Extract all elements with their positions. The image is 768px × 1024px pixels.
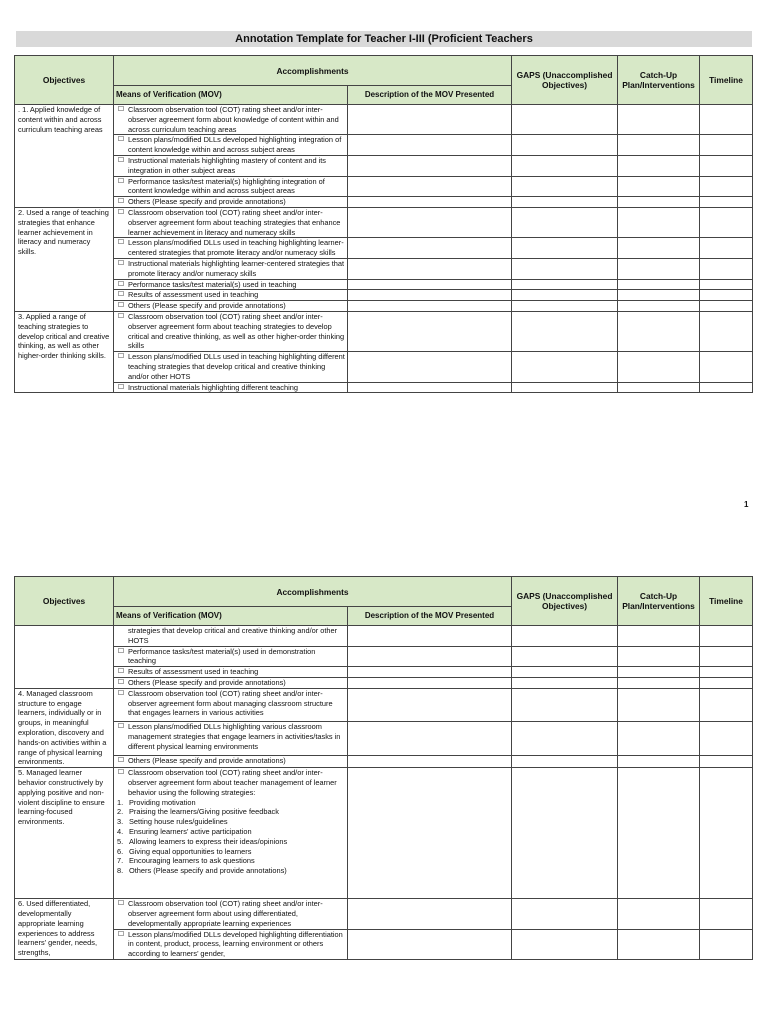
table-row (15, 722, 753, 756)
table-row (15, 677, 753, 688)
desc-cell (348, 677, 512, 688)
mov-text: Results of assessment used in teaching (128, 290, 259, 300)
mov-cell (114, 207, 348, 237)
mov-cell (114, 311, 348, 351)
objective-text: 3. Applied a range of teaching strategies to develop critical and creative thinking, as well as other higher-order thinking skills. (15, 311, 114, 392)
table-row (15, 176, 753, 197)
desc-cell (348, 722, 512, 756)
checkbox-icon[interactable]: ☐ (117, 238, 125, 247)
catchup-cell (618, 258, 700, 279)
timeline-cell (700, 646, 753, 667)
table-row (15, 756, 753, 768)
objective-text: 4. Managed classroom structure to engage learners, individually or in groups, in meaningful exploration, discovery and hands-on activities within a range of physical learning environments. (15, 688, 114, 767)
timeline-header: Timeline (700, 56, 753, 105)
mov-cell (114, 768, 348, 899)
checkbox-icon[interactable]: ☐ (117, 929, 125, 938)
gaps-cell (512, 646, 618, 667)
gaps-cell (512, 768, 618, 899)
checkbox-icon[interactable]: ☐ (117, 646, 125, 655)
gaps-cell (512, 279, 618, 290)
timeline-cell (700, 667, 753, 678)
mov-text: Classroom observation tool (COT) rating sheet and/or inter-observer agreement form about teaching strategies to develop critical and creative thinking, as well as other higher-order thinking skills (128, 311, 345, 351)
mov-text: Classroom observation tool (COT) rating sheet and/or inter-observer agreement form about managing classroom structure that engages learners in various activities (128, 688, 333, 718)
checkbox-icon[interactable]: ☐ (117, 667, 125, 676)
objective-text: 2. Used a range of teaching strategies that enhance learner achievement in literacy and numeracy skills. (15, 207, 114, 311)
checkbox-icon[interactable]: ☐ (117, 899, 125, 908)
mov-text: Lesson plans/modified DLLs used in teaching highlighting learner-centered strategies that promote literacy and/or numeracy skills (128, 238, 344, 258)
gaps-cell (512, 677, 618, 688)
objective-text: 6. Used differentiated, developmentally appropriate learning experiences to address learners’ gender, needs, strengths, (15, 899, 114, 960)
catchup-cell (618, 667, 700, 678)
accomplishments-header: Accomplishments (114, 56, 512, 86)
checkbox-icon[interactable]: ☐ (117, 155, 125, 164)
table-row (15, 667, 753, 678)
checkbox-icon[interactable]: ☐ (117, 135, 125, 144)
desc-cell (348, 382, 512, 393)
checkbox-icon[interactable]: ☐ (117, 722, 125, 731)
gaps-cell (512, 899, 618, 929)
catchup-cell (618, 756, 700, 768)
mov-cell (114, 688, 348, 722)
desc-cell (348, 646, 512, 667)
gaps-header: GAPS (Unaccomplished Objectives) (512, 577, 618, 626)
strategy-text: Ensuring learners’ active participation (129, 826, 252, 836)
strategy-number: 7. (117, 856, 124, 866)
desc-cell (348, 768, 512, 899)
checkbox-icon[interactable]: ☐ (117, 677, 125, 686)
strategy-list-item (114, 837, 347, 847)
strategy-list-item (114, 807, 347, 817)
gaps-cell (512, 929, 618, 959)
catchup-cell (618, 929, 700, 959)
gaps-cell (512, 756, 618, 768)
catchup-cell (618, 311, 700, 351)
checkbox-icon[interactable]: ☐ (117, 352, 125, 361)
timeline-cell (700, 155, 753, 176)
timeline-cell (700, 677, 753, 688)
strategy-text: Giving equal opportunities to learners (129, 846, 252, 856)
gaps-cell (512, 290, 618, 301)
table-row (15, 238, 753, 259)
catchup-cell (618, 155, 700, 176)
desc-cell (348, 899, 512, 929)
strategy-text: Providing motivation (129, 797, 196, 807)
catchup-cell (618, 677, 700, 688)
gaps-cell (512, 382, 618, 393)
gaps-cell (512, 105, 618, 135)
gaps-cell (512, 197, 618, 208)
catchup-cell (618, 722, 700, 756)
table-row (15, 646, 753, 667)
mov-cell (114, 105, 348, 135)
catchup-header: Catch-Up Plan/Interventions (618, 577, 700, 626)
mov-cell (114, 176, 348, 197)
objectives-header: Objectives (15, 577, 114, 626)
gaps-header: GAPS (Unaccomplished Objectives) (512, 56, 618, 105)
strategy-number: 1. (117, 797, 124, 807)
table-row (15, 197, 753, 208)
desc-cell (348, 311, 512, 351)
catchup-cell (618, 290, 700, 301)
mov-cell (114, 197, 348, 208)
desc-cell (348, 756, 512, 768)
desc-cell (348, 207, 512, 237)
desc-cell (348, 626, 512, 647)
mov-text: Others (Please specify and provide annotations) (128, 677, 286, 687)
mov-cell (114, 301, 348, 312)
gaps-cell (512, 176, 618, 197)
mov-text: Others (Please specify and provide annotations) (128, 756, 286, 766)
desc-cell (348, 105, 512, 135)
timeline-cell (700, 301, 753, 312)
strategy-text: Praising the learners/Giving positive feedback (129, 807, 279, 817)
strategy-text: Others (Please specify and provide annotations) (129, 866, 287, 876)
table-row (15, 311, 753, 351)
catchup-cell (618, 105, 700, 135)
timeline-cell (700, 197, 753, 208)
mov-cell (114, 899, 348, 929)
table-row (15, 899, 753, 929)
timeline-header: Timeline (700, 577, 753, 626)
gaps-cell (512, 626, 618, 647)
table-row (15, 290, 753, 301)
timeline-cell (700, 311, 753, 351)
table-row (15, 301, 753, 312)
catchup-cell (618, 279, 700, 290)
mov-cell (114, 382, 348, 393)
table-row (15, 768, 753, 899)
timeline-cell (700, 105, 753, 135)
gaps-cell (512, 258, 618, 279)
gaps-cell (512, 155, 618, 176)
catchup-cell (618, 135, 700, 156)
catchup-header: Catch-Up Plan/Interventions (618, 56, 700, 105)
objective-text: 5. Managed learner behavior constructively by applying positive and non-violent discipline to ensure learning-focused environments. (15, 768, 114, 899)
mov-cell (114, 677, 348, 688)
timeline-cell (700, 135, 753, 156)
timeline-cell (700, 768, 753, 899)
timeline-cell (700, 352, 753, 382)
strategy-number: 2. (117, 807, 124, 817)
desc-cell (348, 155, 512, 176)
mov-text: Classroom observation tool (COT) rating sheet and/or inter-observer agreement form about teacher management of learner behavior using the following strategies: (128, 768, 337, 797)
gaps-cell (512, 135, 618, 156)
desc-cell (348, 301, 512, 312)
strategy-number: 3. (117, 817, 124, 827)
checkbox-icon[interactable]: ☐ (117, 207, 125, 216)
strategy-list-item (114, 798, 347, 808)
objective-text: . 1. Applied knowledge of content within and across curriculum teaching areas (15, 105, 114, 208)
mov-text: Others (Please specify and provide annotations) (128, 301, 286, 311)
strategy-list-item (114, 856, 347, 866)
mov-header: Means of Verification (MOV) (114, 607, 348, 626)
gaps-cell (512, 352, 618, 382)
catchup-cell (618, 197, 700, 208)
mov-cell (114, 722, 348, 756)
mov-text: strategies that develop critical and creative thinking and/or other HOTS (128, 626, 338, 645)
gaps-cell (512, 238, 618, 259)
mov-text: Lesson plans/modified DLLs used in teaching highlighting different teaching strategies that develop critical and creative thinking and/or other HOTS (128, 352, 345, 381)
mov-text: Results of assessment used in teaching (128, 667, 259, 677)
gaps-cell (512, 722, 618, 756)
gaps-cell (512, 207, 618, 237)
strategy-list-item (114, 817, 347, 827)
catchup-cell (618, 382, 700, 393)
gaps-cell (512, 688, 618, 722)
mov-cell (114, 238, 348, 259)
desc-cell (348, 238, 512, 259)
strategy-list-item (114, 827, 347, 837)
mov-cell (114, 626, 348, 647)
strategy-number: 5. (117, 836, 124, 846)
mov-text: Instructional materials highlighting different teaching (128, 382, 298, 392)
objective-continued-cell (15, 626, 114, 689)
strategy-list-item (114, 847, 347, 857)
timeline-cell (700, 207, 753, 237)
mov-text: Performance tasks/test material(s) used in demonstration teaching (128, 646, 316, 666)
desc-cell (348, 258, 512, 279)
strategy-list-item (114, 866, 347, 876)
gaps-cell (512, 667, 618, 678)
checkbox-icon[interactable]: ☐ (117, 279, 125, 288)
desc-cell (348, 667, 512, 678)
mov-text: Instructional materials highlighting mastery of content and its integration in other subject areas (128, 155, 327, 175)
timeline-cell (700, 756, 753, 768)
timeline-cell (700, 899, 753, 929)
timeline-cell (700, 279, 753, 290)
catchup-cell (618, 899, 700, 929)
description-header: Description of the MOV Presented (348, 86, 512, 105)
checkbox-icon[interactable]: ☐ (117, 768, 125, 777)
mov-cell (114, 258, 348, 279)
timeline-cell (700, 290, 753, 301)
timeline-cell (700, 176, 753, 197)
mov-cell (114, 155, 348, 176)
mov-header: Means of Verification (MOV) (114, 86, 348, 105)
checkbox-icon[interactable]: ☐ (117, 382, 125, 391)
mov-text: Others (Please specify and provide annotations) (128, 197, 286, 207)
table-row (15, 105, 753, 135)
mov-text: Lesson plans/modified DLLs developed highlighting differentiation in content, product, process, learning environment or others according to learners’ gender, (128, 929, 343, 959)
desc-cell (348, 352, 512, 382)
timeline-cell (700, 238, 753, 259)
mov-text: Classroom observation tool (COT) rating sheet and/or inter-observer agreement form about teaching strategies that enhance learner achievement in literacy and numeracy skills (128, 207, 341, 237)
catchup-cell (618, 176, 700, 197)
strategy-text: Encouraging learners to ask questions (129, 856, 255, 866)
accomplishments-header: Accomplishments (114, 577, 512, 607)
mov-text: Performance tasks/test material(s) highlighting integration of content knowledge within and across subject areas (128, 176, 325, 196)
desc-cell (348, 929, 512, 959)
page-number: 1 (744, 500, 749, 509)
mov-text: Lesson plans/modified DLLs highlighting various classroom management strategies that engage learners in activities/tasks in different physical learning environments (128, 722, 341, 752)
mov-cell (114, 279, 348, 290)
mov-cell (114, 135, 348, 156)
table-row (15, 688, 753, 722)
table-row (15, 258, 753, 279)
desc-cell (348, 688, 512, 722)
strategy-text: Allowing learners to express their ideas/opinions (129, 836, 288, 846)
checkbox-icon[interactable]: ☐ (117, 311, 125, 320)
catchup-cell (618, 768, 700, 899)
table-row (15, 155, 753, 176)
mov-cell (114, 756, 348, 768)
mov-cell (114, 352, 348, 382)
table-row (15, 929, 753, 959)
objectives-header: Objectives (15, 56, 114, 105)
mov-text: Classroom observation tool (COT) rating sheet and/or inter-observer agreement form about using differentiated, developmentally appropriate learning experiences (128, 899, 323, 928)
description-header: Description of the MOV Presented (348, 607, 512, 626)
mov-cell (114, 667, 348, 678)
desc-cell (348, 135, 512, 156)
catchup-cell (618, 207, 700, 237)
mov-cell (114, 929, 348, 959)
gaps-cell (512, 301, 618, 312)
indent-spacer (114, 626, 128, 646)
mov-text: Performance tasks/test material(s) used in teaching (128, 279, 297, 289)
annotation-table-page-1 (14, 55, 753, 393)
timeline-cell (700, 382, 753, 393)
table-row (15, 135, 753, 156)
document-title: Annotation Template for Teacher I-III (Proficient Teachers (16, 31, 752, 47)
desc-cell (348, 290, 512, 301)
checkbox-icon[interactable]: ☐ (117, 197, 125, 206)
catchup-cell (618, 688, 700, 722)
timeline-cell (700, 688, 753, 722)
table-row (15, 382, 753, 393)
mov-text: Lesson plans/modified DLLs developed highlighting integration of content knowledge within and across subject areas (128, 135, 342, 155)
table-row (15, 352, 753, 382)
desc-cell (348, 279, 512, 290)
mov-text: Instructional materials highlighting learner-centered strategies that promote literacy and/or numeracy skills (128, 258, 345, 278)
gaps-cell (512, 311, 618, 351)
strategy-number: 6. (117, 846, 124, 856)
desc-cell (348, 176, 512, 197)
mov-cell (114, 646, 348, 667)
timeline-cell (700, 929, 753, 959)
mov-cell (114, 290, 348, 301)
annotation-table-page-2 (14, 576, 753, 960)
catchup-cell (618, 238, 700, 259)
catchup-cell (618, 352, 700, 382)
timeline-cell (700, 722, 753, 756)
checkbox-icon[interactable]: ☐ (117, 258, 125, 267)
checkbox-icon[interactable]: ☐ (117, 176, 125, 185)
table-row (15, 626, 753, 647)
strategy-number: 8. (117, 866, 124, 876)
catchup-cell (618, 646, 700, 667)
catchup-cell (618, 626, 700, 647)
timeline-cell (700, 258, 753, 279)
catchup-cell (618, 301, 700, 312)
strategy-text: Setting house rules/guidelines (129, 817, 228, 827)
table-row (15, 279, 753, 290)
mov-text: Classroom observation tool (COT) rating sheet and/or inter-observer agreement form about knowledge of content within and across curriculum teaching areas (128, 105, 339, 134)
strategy-number: 4. (117, 826, 124, 836)
checkbox-icon[interactable]: ☐ (117, 301, 125, 310)
table-row (15, 207, 753, 237)
checkbox-icon[interactable]: ☐ (117, 756, 125, 765)
timeline-cell (700, 626, 753, 647)
checkbox-icon[interactable]: ☐ (117, 688, 125, 697)
checkbox-icon[interactable]: ☐ (117, 290, 125, 299)
checkbox-icon[interactable]: ☐ (117, 105, 125, 113)
desc-cell (348, 197, 512, 208)
